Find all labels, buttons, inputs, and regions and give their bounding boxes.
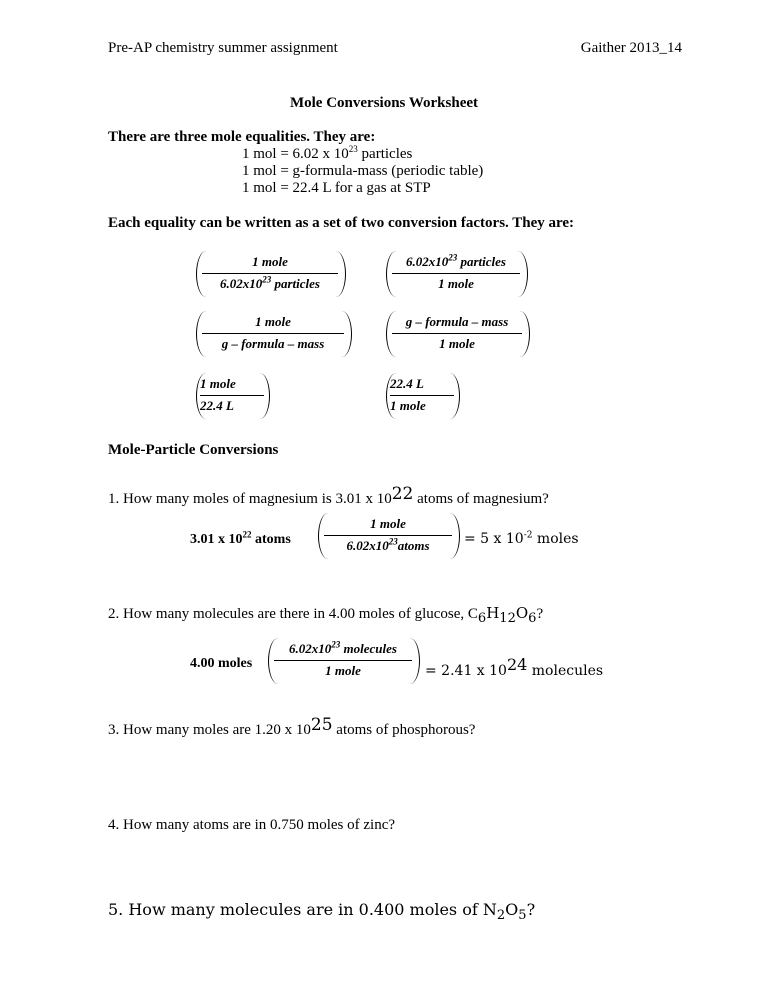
header-right: Gaither 2013_14 <box>580 40 682 56</box>
equality-mass: 1 mol = g-formula-mass (periodic table) <box>242 163 484 179</box>
question-2: 2. How many molecules are there in 4.00 moles of glucose, $C_6H_{12}O_6$? <box>108 604 544 626</box>
question-4: 4. How many atoms are in 0.750 moles of zinc? <box>108 817 396 833</box>
factors-intro: Each equality can be written as a set of two conversion factors. They are: <box>108 215 575 231</box>
equality-particles: 1 mol = 6.02 x $10^{23}$ particles <box>242 144 413 162</box>
equality-volume: 1 mol = 22.4 L for a gas at STP <box>242 180 431 196</box>
question-3: 3. How many moles are 1.20 x 1025 atoms of phosphorous? <box>108 715 476 738</box>
question-5: 5. How many molecules are in 0.400 moles of $N_2O_5$? <box>108 900 536 924</box>
header-left: Pre-AP chemistry summer assignment <box>108 40 338 56</box>
equalities-intro: There are three mole equalities. They are: <box>108 129 376 145</box>
section-heading: Mole-Particle Conversions <box>108 442 279 458</box>
question-1: 1. How many moles of magnesium is 3.01 x 1022 atoms of magnesium? <box>108 484 549 507</box>
page-title: Mole Conversions Worksheet <box>289 95 479 111</box>
